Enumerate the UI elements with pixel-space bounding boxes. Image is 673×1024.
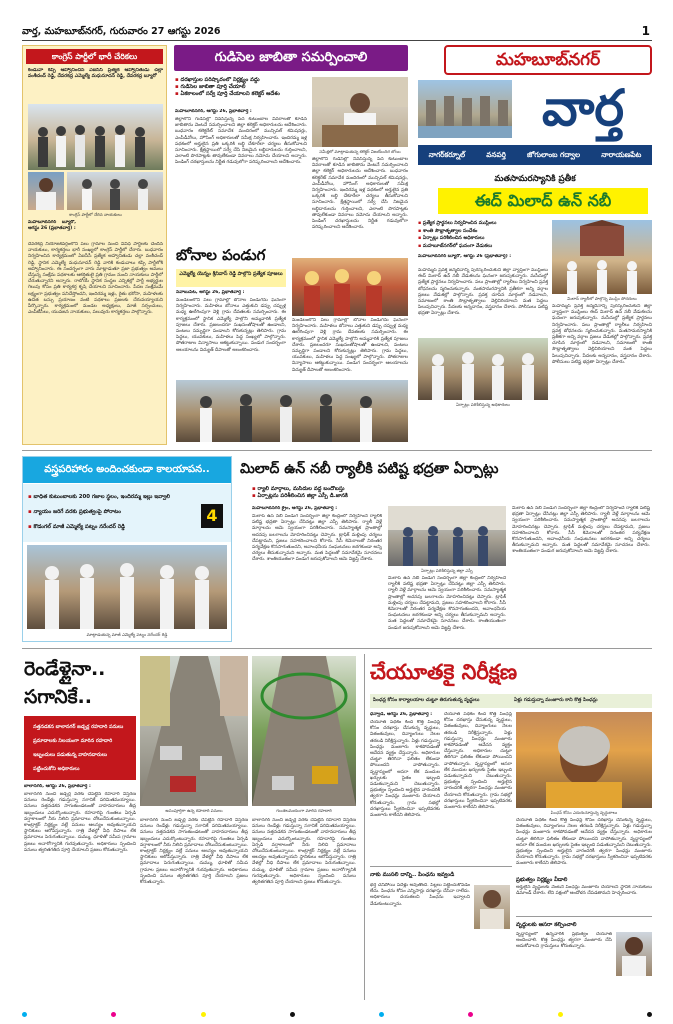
cheyutha-quote-box bbox=[370, 866, 512, 998]
gudisela-bullet: ▪ గుడిసెల జాబితా పూర్తి చేయాలి bbox=[175, 84, 307, 91]
rendellaina-article bbox=[22, 654, 358, 1000]
bonalu-photo-top bbox=[292, 258, 408, 316]
gudisela-bullet: ▪ ఏకకాలంలో సర్వే పూర్తి చేయాలని కలెక్టర్ ఆదేశం bbox=[175, 91, 307, 98]
color-registration-bar bbox=[22, 1012, 652, 1018]
gudisela-bullet: ▪ దరఖాస్తుల పరిష్కారంలో నిర్లక్ష్యం వద్దు bbox=[175, 77, 307, 84]
eid-bullets bbox=[418, 220, 548, 252]
registration-dot bbox=[22, 1012, 27, 1017]
district-label: వనపర్తి bbox=[486, 150, 506, 159]
registration-dot bbox=[290, 1012, 295, 1017]
eid-title: ఈద్ మిలాద్ ఉన్ నబీ bbox=[438, 188, 648, 214]
rendellaina-dateline: బాలానగర్, ఆగస్టు 26, ప్రభాతవార్త : bbox=[24, 784, 91, 789]
gudisela-article bbox=[172, 45, 412, 240]
milad-rally-body-col1: మిలాద్ ఉన్ నబీ పండుగ సందర్భంగా జిల్లా కేంద్రంలో నిర్వహించే ర్యాలీకి పటిష్ట భద్రతా ఏర్పాట్లు చేసినట్లు జిల్లా ఎస్పీ తెలిపారు. ర్యాలీ వెళ్లే మార్గాలను ఆమె స్వయంగా పరిశీలించారు. సమస్యాత్మక ప్రాంతాల్లో అదనపు బలగాలను మోహరించినట్లు చెప్పారు. ట్రాఫిక్ మళ్లింపు చర్యలు చేపట్టామని, ప్రజలు సహకరించాలని కోరారు. సీసీ కెమెరాలతో నిరంతర పర్యవేక్షణ కొనసాగుతుందని, అవాంఛనీయ సంఘటనలు జరగకుండా అన్ని చర్యలు తీసుకున్నామని అన్నారు. మత పెద్దలతో సమావేశమై సూచనలు చేశారు. శాంతియుతంగా పండుగ జరుపుకోవాలని ఆమె విజ్ఞప్తి చేశారు. bbox=[252, 514, 382, 563]
kalayapana-bullets bbox=[28, 490, 198, 540]
registration-dot bbox=[111, 1012, 116, 1017]
cheyutha-photo bbox=[516, 712, 652, 808]
road-caption-2: గుంతలమయంగా మారిన రహదారి bbox=[276, 808, 332, 813]
bonalu-dateline: నవాబుపేట, ఆగస్టు 26, ప్రభాతవార్త : bbox=[176, 290, 245, 295]
registration-dot bbox=[201, 1012, 206, 1017]
gudisela-bullets bbox=[175, 77, 307, 107]
eid-article bbox=[418, 172, 652, 444]
rendellaina-bullet: ▪ పట్టించుకోని అధికారులు bbox=[28, 762, 134, 776]
milad-rally-body-col2: మిలాద్ ఉన్ నబీ పండుగ సందర్భంగా జిల్లా కేంద్రంలో నిర్వహించే ర్యాలీకి పటిష్ట భద్రతా ఏర్పాట్లు చేసినట్లు జిల్లా ఎస్పీ తెలిపారు. ర్యాలీ వెళ్లే మార్గాలను ఆమె స్వయంగా పరిశీలించారు. సమస్యాత్మక ప్రాంతాల్లో అదనపు బలగాలను మోహరించినట్లు చెప్పారు. ట్రాఫిక్ మళ్లింపు చర్యలు చేపట్టామని, ప్రజలు సహకరించాలని కోరారు. సీసీ కెమెరాలతో నిరంతర పర్యవేక్షణ కొనసాగుతుందని, అవాంఛనీయ సంఘటనలు జరగకుండా అన్ని చర్యలు తీసుకున్నామని అన్నారు. మత పెద్దలతో సమావేశమై సూచనలు చేశారు. శాంతియుతంగా పండుగ జరుపుకోవాలని ఆమె విజ్ఞప్తి చేశారు. bbox=[388, 576, 506, 631]
kalayapana-caption: మాట్లాడుతున్న మాజీ ఎమ్మెల్యే పట్నం నరేందర్ రెడ్డి bbox=[86, 632, 168, 637]
cheyutha-body-col3: చేయూత పథకం కింద కొత్త పింఛన్ల కోసం దరఖాస్తు చేసుకున్న వృద్ధులు, వితంతువులు, దివ్యాంగులు నెలల తరబడి నిరీక్షిస్తున్నారు. ఏళ్లు గడుస్తున్నా పింఛన్లు మంజూరు కాకపోవడంతో ఆవేదన వ్యక్తం చేస్తున్నారు. అధికారుల చుట్టూ తిరిగినా ఫలితం లేకుండా పోయిందని వాపోతున్నారు. వృద్ధాప్యంలో ఆసరా లేక మందుల ఖర్చులకు సైతం ఇబ్బంది పడుతున్నామని చెబుతున్నారు. ప్రభుత్వం స్పందించి అర్హులైన వారందరికీ త్వరగా పింఛన్లు మంజూరు చేయాలని కోరుతున్నారు. గ్రామ సభల్లో దరఖాస్తులు స్వీకరించినా ఇప్పటివరకు మంజూరు కాలేదని తెలిపారు. bbox=[516, 818, 652, 867]
road-caption-1: అసంపూర్తిగా ఉన్న రహదారి పనులు bbox=[165, 808, 223, 813]
cheyutha-box2 bbox=[516, 916, 652, 998]
cheyutha-box2-photo bbox=[616, 932, 652, 976]
eid-caption-1: మిలాద్ ర్యాలీలో పాల్గొన్న ముస్లిం సోదరులు bbox=[567, 296, 637, 301]
cheyutha-box-photo bbox=[474, 885, 510, 929]
district-label: నాగర్‌కర్నూల్ bbox=[428, 150, 466, 159]
rendellaina-title-2: సగానికే.. bbox=[24, 686, 92, 708]
cheyutha-box-body: భర్త చనిపోయి పదేళ్లు అవుతోంది. పిల్లలు పట్టించుకోవడం లేదు. పింఛను కోసం ఎన్నిసార్లు దరఖాస్తు చేసినా రాలేదు. అధికారులు దయతలచి పింఛను ఇవ్వాలని వేడుకుంటున్నాను. bbox=[370, 883, 470, 907]
milad-rally-article bbox=[240, 456, 652, 642]
eid-bullet: ▪ ఏర్పాట్లు పరిశీలించిన అధికారులు bbox=[418, 235, 548, 243]
gudisela-dateline: మహబూబ్‌నగర్, ఆగస్టు 26, ప్రభాతవార్త : bbox=[175, 109, 252, 114]
kalayapana-page-number: 4 bbox=[201, 504, 223, 528]
cheyutha-subheading: ప్రభుత్వం నిర్లక్ష్యం వీడాలి bbox=[516, 877, 568, 883]
milad-rally-photo bbox=[388, 506, 506, 566]
masthead-city: మహబూబ్‌నగర్ bbox=[444, 45, 652, 75]
cheyutha-box2-body: వృద్ధాప్యంలో ఉన్నవారికి ప్రభుత్వం చేయూత అందించాలి. కొత్త పింఛన్లు త్వరగా మంజూరు చేసి ఆదుకోవాలని గ్రామస్తులు కోరుతున్నారు. bbox=[516, 932, 612, 950]
kalayapana-photo bbox=[27, 545, 227, 629]
cheyutha-box-title: నాకు ముసలి దాన్ని.. పింఛను ఇవ్వండి bbox=[370, 872, 455, 878]
eid-body-col2: మహమ్మద్ ప్రవక్త జన్మదినాన్ని పురస్కరించుకుని జిల్లా వ్యాప్తంగా ముస్లింలు ఈద్ మిలాద్ ఉన్ నబీ వేడుకలను ఘనంగా జరుపుకున్నారు. మసీదుల్లో ప్రత్యేక ప్రార్థనలు నిర్వహించారు. పలు ప్రాంతాల్లో ర్యాలీలు నిర్వహించి ప్రవక్త బోధనలను స్మరించుకున్నారు. మతసామరస్యానికి ప్రతీకగా అన్ని వర్గాల ప్రజలు వేడుకల్లో పాల్గొన్నారు. ప్రవక్త చూపిన మార్గంలో నడవాలని, సమాజంలో శాంతి సౌభ్రాతృత్వాలు వెల్లివిరియాలని మత పెద్దలు పిలుపునిచ్చారు. పేదలకు అన్నదానం, వస్త్రదానం చేశారు. పోలీసులు పటిష్ట భద్రతా ఏర్పాట్లు చేశారు. bbox=[552, 304, 652, 365]
rendellaina-body-col3: బాలానగర్ నుంచి జడ్చర్ల వరకు చేపట్టిన రహదారి విస్తరణ పనులు రెండేళ్లు గడుస్తున్నా సగానికే పరిమితమయ్యాయి. పనులు నత్తనడకన సాగుతుండటంతో వాహనదారులు తీవ్ర ఇబ్బందులు ఎదుర్కొంటున్నారు. రహదారిపై గుంతలు ఏర్పడి వర్షాకాలంలో నీరు నిలిచి ప్రమాదాలు చోటుచేసుకుంటున్నాయి. కాంట్రాక్టర్ నిర్లక్ష్యం వల్లే పనులు ఆలస్యం అవుతున్నాయని స్థానికులు ఆరోపిస్తున్నారు. రాత్రి వేళల్లో వీధి దీపాలు లేక ప్రమాదాలు పెరుగుతున్నాయి. దుమ్ము, ధూళితో సమీప గ్రామాల ప్రజలు అనారోగ్యానికి గురవుతున్నారు. అధికారులు స్పందించి పనులు త్వరితగతిన పూర్తి చేయాలని ప్రజలు కోరుతున్నారు. bbox=[252, 818, 356, 886]
eid-photo-main bbox=[552, 220, 652, 294]
cheyutha-bullet-bar bbox=[370, 694, 652, 708]
left-article bbox=[22, 45, 167, 445]
cheyutha-box2-title: వృద్ధులకు ఆసరా కల్పించాలి bbox=[516, 922, 577, 928]
left-article-inset-photo bbox=[28, 172, 64, 210]
milad-rally-bullets bbox=[252, 486, 652, 502]
collector-photo-caption: సమీక్షలో మాట్లాడుతున్న కలెక్టర్ విజయేందిర బోయి bbox=[319, 149, 401, 154]
registration-dot bbox=[379, 1012, 384, 1017]
registration-dot bbox=[558, 1012, 563, 1017]
milad-rally-dateline: మహబూబ్‌నగర్ క్రైం, ఆగస్టు 26, ప్రభాతవార్త : bbox=[252, 506, 338, 511]
cheyutha-title: చేయూతకై నిరీక్షణ bbox=[370, 660, 518, 684]
cheyutha-body-col1: చేయూత పథకం కింద కొత్త పింఛన్ల కోసం దరఖాస్తు చేసుకున్న వృద్ధులు, వితంతువులు, దివ్యాంగులు నెలల తరబడి నిరీక్షిస్తున్నారు. ఏళ్లు గడుస్తున్నా పింఛన్లు మంజూరు కాకపోవడంతో ఆవేదన వ్యక్తం చేస్తున్నారు. అధికారుల చుట్టూ తిరిగినా ఫలితం లేకుండా పోయిందని వాపోతున్నారు. వృద్ధాప్యంలో ఆసరా లేక మందుల ఖర్చులకు సైతం ఇబ్బంది పడుతున్నామని చెబుతున్నారు. ప్రభుత్వం స్పందించి అర్హులైన వారందరికీ త్వరగా పింఛన్లు మంజూరు చేయాలని కోరుతున్నారు. గ్రామ సభల్లో దరఖాస్తులు స్వీకరించినా ఇప్పటివరకు మంజూరు కాలేదని తెలిపారు. bbox=[370, 720, 440, 819]
cheyutha-caption: పింఛన్ కోసం ఎదురుచూస్తున్న వృద్ధురాలు bbox=[550, 810, 618, 815]
district-label: నారాయణపేట bbox=[601, 150, 642, 159]
bonalu-article bbox=[172, 244, 412, 444]
rendellaina-bullet: ▪ ప్రమాదాలకు నిలయంగా మారిన రహదారి bbox=[28, 734, 134, 748]
cheyutha-bullet: పింఛన్ల కోసం కార్యాలయాల చుట్టూ తిరుగుతున్న వృద్ధులు bbox=[373, 698, 480, 703]
eid-bullet: ▪ మహబూబ్‌నగర్‌లో ఘనంగా వేడుకలు bbox=[418, 243, 548, 251]
left-article-photo bbox=[28, 104, 163, 170]
rendellaina-body-col2: బాలానగర్ నుంచి జడ్చర్ల వరకు చేపట్టిన రహదారి విస్తరణ పనులు రెండేళ్లు గడుస్తున్నా సగానికే పరిమితమయ్యాయి. పనులు నత్తనడకన సాగుతుండటంతో వాహనదారులు తీవ్ర ఇబ్బందులు ఎదుర్కొంటున్నారు. రహదారిపై గుంతలు ఏర్పడి వర్షాకాలంలో నీరు నిలిచి ప్రమాదాలు చోటుచేసుకుంటున్నాయి. కాంట్రాక్టర్ నిర్లక్ష్యం వల్లే పనులు ఆలస్యం అవుతున్నాయని స్థానికులు ఆరోపిస్తున్నారు. రాత్రి వేళల్లో వీధి దీపాలు లేక ప్రమాదాలు పెరుగుతున్నాయి. దుమ్ము, ధూళితో సమీప గ్రామాల ప్రజలు అనారోగ్యానికి గురవుతున్నారు. అధికారులు స్పందించి పనులు త్వరితగతిన పూర్తి చేయాలని ప్రజలు కోరుతున్నారు. bbox=[140, 818, 248, 886]
divider bbox=[22, 450, 652, 451]
gudisela-body-col1: జిల్లాలోని గుడిసెల్లో నివసిస్తున్న పేద కుటుంబాల వివరాలతో కూడిన జాబితాను వెంటనే సమర్పించాలని జిల్లా కలెక్టర్ అధికారులను ఆదేశించారు. బుధవారం కలెక్టరేట్ సమావేశ మందిరంలో మున్సిపల్ కమిషనర్లు, ఎంపీడీవోలు, హౌసింగ్ అధికారులతో సమీక్ష నిర్వహించారు. ఇందిరమ్మ ఇళ్ల పథకంలో అర్హులైన ప్రతి ఒక్కరికి లబ్ధి చేకూరేలా చర్యలు తీసుకోవాలని సూచించారు. క్షేత్రస్థాయిలో సర్వే చేసి నిజమైన లబ్ధిదారులను గుర్తించాలని, ఎలాంటి పొరపాట్లకు తావులేకుండా వివరాలు నమోదు చేయాలని అన్నారు. పెండింగ్ దరఖాస్తులను నిర్ణీత గడువులోగా పరిష్కరించాలని ఆదేశించారు. bbox=[175, 117, 307, 166]
rendellaina-body-col1: బాలానగర్ నుంచి జడ్చర్ల వరకు చేపట్టిన రహదారి విస్తరణ పనులు రెండేళ్లు గడుస్తున్నా సగానికే పరిమితమయ్యాయి. పనులు నత్తనడకన సాగుతుండటంతో వాహనదారులు తీవ్ర ఇబ్బందులు ఎదుర్కొంటున్నారు. రహదారిపై గుంతలు ఏర్పడి వర్షాకాలంలో నీరు నిలిచి ప్రమాదాలు చోటుచేసుకుంటున్నాయి. కాంట్రాక్టర్ నిర్లక్ష్యం వల్లే పనులు ఆలస్యం అవుతున్నాయని స్థానికులు ఆరోపిస్తున్నారు. రాత్రి వేళల్లో వీధి దీపాలు లేక ప్రమాదాలు పెరుగుతున్నాయి. దుమ్ము, ధూళితో సమీప గ్రామాల ప్రజలు అనారోగ్యానికి గురవుతున్నారు. అధికారులు స్పందించి పనులు త్వరితగతిన పూర్తి చేయాలని ప్రజలు కోరుతున్నారు. bbox=[24, 792, 136, 853]
registration-dot bbox=[468, 1012, 473, 1017]
road-photo-2 bbox=[252, 656, 356, 806]
rendellaina-bullet: ▪ ఇబ్బందులు పడుతున్న వాహనదారులు bbox=[28, 748, 134, 762]
milad-rally-title: మిలాద్ ఉన్ నబీ ర్యాలీకి పటిష్ట భద్రతా ఏర్పాట్లు bbox=[240, 461, 499, 477]
eid-bullet: ▪ శాంతి సౌభ్రాతృత్వాల సందేశం bbox=[418, 228, 548, 236]
milad-rally-bullet: ▪ ఏర్పాట్లను పరిశీలించిన జిల్లా ఎస్పీ డి.జానకి bbox=[252, 493, 652, 500]
left-article-banner: కాంగ్రెస్ పార్టీలో భారీ చేరికలు bbox=[26, 49, 163, 64]
gudisela-title: గుడిసెల జాబితా సమర్పించాలి bbox=[174, 45, 408, 71]
eid-caption-2: ఏర్పాట్లు పరిశీలిస్తున్న అధికారులు bbox=[456, 402, 510, 407]
group-photo-icon bbox=[28, 104, 163, 170]
district-label: జోగులాంబ గద్వాల bbox=[527, 150, 581, 159]
gudisela-body-col2: జిల్లాలోని గుడిసెల్లో నివసిస్తున్న పేద కుటుంబాల వివరాలతో కూడిన జాబితాను వెంటనే సమర్పించాలని జిల్లా కలెక్టర్ అధికారులను ఆదేశించారు. బుధవారం కలెక్టరేట్ సమావేశ మందిరంలో మున్సిపల్ కమిషనర్లు, ఎంపీడీవోలు, హౌసింగ్ అధికారులతో సమీక్ష నిర్వహించారు. ఇందిరమ్మ ఇళ్ల పథకంలో అర్హులైన ప్రతి ఒక్కరికి లబ్ధి చేకూరేలా చర్యలు తీసుకోవాలని సూచించారు. క్షేత్రస్థాయిలో సర్వే చేసి నిజమైన లబ్ధిదారులను గుర్తించాలని, ఎలాంటి పొరపాట్లకు తావులేకుండా వివరాలు నమోదు చేయాలని అన్నారు. పెండింగ్ దరఖాస్తులను నిర్ణీత గడువులోగా పరిష్కరించాలని ఆదేశించారు. bbox=[312, 157, 408, 231]
rendellaina-bullet-box bbox=[24, 716, 136, 780]
cheyutha-bullet: ఏళ్లు గడుస్తున్నా మంజూరు కాని కొత్త పింఛన్లు bbox=[514, 698, 598, 703]
eid-kicker: మతసామరస్యానికి ప్రతీక bbox=[494, 174, 576, 184]
road-photo-1 bbox=[140, 656, 248, 806]
kalayapana-bullet-box bbox=[23, 484, 231, 542]
masthead-districts bbox=[418, 145, 652, 165]
left-article-body: దేవరకద్ర నియోజకవర్గంలోని పలు గ్రామాల నుంచి వివిధ పార్టీలకు చెందిన నాయకులు, కార్యకర్తలు భారీ సంఖ్యలో కాంగ్రెస్ పార్టీలో చేరారు. బుధవారం నిర్వహించిన కార్యక్రమంలో ఏఐసీసీ ప్రత్యేక ఆహ్వానితుడు చల్లా వంశీచంద్ రెడ్డి, స్థానిక ఎమ్మెల్యే మధుసూదన్ రెడ్డి వారికి కండువాలు కప్పి పార్టీలోకి ఆహ్వానించారు. ఈ సందర్భంగా వారు మాట్లాడుతూ ప్రజా ప్రభుత్వం అమలు చేస్తున్న సంక్షేమ పథకాలకు ఆకర్షితులై ప్రతి గ్రామం నుంచి నాయకులు పార్టీలో చేరుతున్నారని అన్నారు. రాబోయే స్థానిక సంస్థల ఎన్నికల్లో పార్టీ అభ్యర్థుల గెలుపు కోసం ప్రతి కార్యకర్త కృషి చేయాలని సూచించారు. పేదల సంక్షేమమే లక్ష్యంగా ప్రభుత్వం పనిచేస్తోందని, ఇందిరమ్మ ఇళ్లు, రైతు భరోసా, మహిళలకు ఉచిత బస్సు ప్రయాణం వంటి పథకాలు ప్రజలకు చేరువయ్యాయని పేర్కొన్నారు. కార్యక్రమంలో మండల అధ్యక్షులు, మాజీ సర్పంచులు, ఎంపీటీసీలు, యువజన నాయకులు, పలువురు కార్యకర్తలు పాల్గొన్నారు. bbox=[28, 242, 163, 316]
bonalu-photo-bottom bbox=[176, 380, 408, 442]
milad-rally-body-col3: మిలాద్ ఉన్ నబీ పండుగ సందర్భంగా జిల్లా కేంద్రంలో నిర్వహించే ర్యాలీకి పటిష్ట భద్రతా ఏర్పాట్లు చేసినట్లు జిల్లా ఎస్పీ తెలిపారు. ర్యాలీ వెళ్లే మార్గాలను ఆమె స్వయంగా పరిశీలించారు. సమస్యాత్మక ప్రాంతాల్లో అదనపు బలగాలను మోహరించినట్లు చెప్పారు. ట్రాఫిక్ మళ్లింపు చర్యలు చేపట్టామని, ప్రజలు సహకరించాలని కోరారు. సీసీ కెమెరాలతో నిరంతర పర్యవేక్షణ కొనసాగుతుందని, అవాంఛనీయ సంఘటనలు జరగకుండా అన్ని చర్యలు తీసుకున్నామని అన్నారు. మత పెద్దలతో సమావేశమై సూచనలు చేశారు. శాంతియుతంగా పండుగ జరుపుకోవాలని ఆమె విజ్ఞప్తి చేశారు. bbox=[512, 506, 650, 555]
page-number: 1 bbox=[641, 24, 650, 38]
eid-photo-bottom bbox=[418, 338, 548, 400]
bonalu-deck: ఎమ్మెల్యే యెన్నం శ్రీనివాస్ రెడ్డి పాల్గొని ప్రత్యేక పూజలు bbox=[176, 269, 286, 287]
kalayapana-bullet: ▪ బాధిత కుటుంబాలకు 200 గజాల స్థలం, ఇందిరమ్మ ఇల్లు ఇవ్వాలి bbox=[28, 490, 198, 505]
bonalu-body-col2: మండలంలోని పలు గ్రామాల్లో బోనాల పండుగను ఘనంగా నిర్వహించారు. మహిళలు బోనాలు ఎత్తుకుని డప్పు చప్పుళ్ల మధ్య ఊరేగింపుగా వెళ్లి గ్రామ దేవతలకు సమర్పించారు. ఈ కార్యక్రమంలో స్థానిక ఎమ్మెల్యే పాల్గొని అమ్మవారికి ప్రత్యేక పూజలు చేశారు. ప్రజలందరూ సుఖసంతోషాలతో ఉండాలని, పంటలు సమృద్ధిగా పండాలని కోరుకున్నట్లు తెలిపారు. గ్రామ పెద్దలు, యువకులు, మహిళలు పెద్ద సంఖ్యలో పాల్గొన్నారు. పోతరాజుల విన్యాసాలు ఆకట్టుకున్నాయి. పండుగ సందర్భంగా ఆలయాలను విద్యుత్ దీపాలతో అలంకరించారు. bbox=[292, 318, 408, 373]
masthead bbox=[418, 45, 652, 170]
divider bbox=[22, 648, 652, 649]
rendellaina-bullet: ▪ నత్తనడకన బాలానగర్ జడ్చర్ల రహదారి పనులు bbox=[28, 720, 134, 734]
top-strip bbox=[22, 24, 652, 41]
cheyutha-article bbox=[370, 654, 652, 1000]
masthead-line: వార్త, మహబూబ్‌నగర్, గురువారం 27 ఆగస్టు 2026 bbox=[22, 26, 221, 37]
cheyutha-sub-body: అర్హులైన వృద్ధులకు వెంటనే పింఛన్లు మంజూరు చేయాలని స్థానిక నాయకులు డిమాండ్ చేశారు. లేని పక్షంలో ఆందోళన చేపడతామని హెచ్చరించారు. bbox=[516, 885, 652, 897]
rendellaina-title-1: రెండేళ్లైనా.. bbox=[24, 658, 106, 680]
milad-rally-bullet: ▪ ర్యాలీ మార్గాలు, మసీదుల వద్ద బందోబస్తు bbox=[252, 486, 652, 493]
collector-photo bbox=[312, 77, 408, 147]
kalayapana-title: వస్త్రపరిహారం అందించకుండా కాలయాపన.. bbox=[23, 457, 231, 483]
rendellaina-bullets bbox=[28, 720, 134, 778]
kalayapana-article bbox=[22, 456, 232, 642]
bonalu-title: బోనాల పండుగ bbox=[176, 246, 266, 264]
bonalu-body: మండలంలోని పలు గ్రామాల్లో బోనాల పండుగను ఘనంగా నిర్వహించారు. మహిళలు బోనాలు ఎత్తుకుని డప్పు చప్పుళ్ల మధ్య ఊరేగింపుగా వెళ్లి గ్రామ దేవతలకు సమర్పించారు. ఈ కార్యక్రమంలో స్థానిక ఎమ్మెల్యే పాల్గొని అమ్మవారికి ప్రత్యేక పూజలు చేశారు. ప్రజలందరూ సుఖసంతోషాలతో ఉండాలని, పంటలు సమృద్ధిగా పండాలని కోరుకున్నట్లు తెలిపారు. గ్రామ పెద్దలు, యువకులు, మహిళలు పెద్ద సంఖ్యలో పాల్గొన్నారు. పోతరాజుల విన్యాసాలు ఆకట్టుకున్నాయి. పండుగ సందర్భంగా ఆలయాలను విద్యుత్ దీపాలతో అలంకరించారు. bbox=[176, 298, 286, 353]
registration-dot bbox=[647, 1012, 652, 1017]
left-article-photo-2 bbox=[67, 172, 163, 210]
masthead-photo bbox=[418, 80, 512, 138]
left-article-dateline: మహబూబ్‌నగర్ బ్యూరో, ఆగస్టు 26 (ప్రభాతవార్త) : bbox=[28, 220, 76, 232]
divider bbox=[364, 654, 365, 1000]
masthead-logo: వార్త bbox=[541, 78, 625, 137]
milad-rally-caption: ఏర్పాట్లు పరిశీలిస్తున్న జిల్లా ఎస్పీ bbox=[421, 568, 473, 573]
eid-bullet: ▪ ప్రత్యేక ప్రార్థనలు నిర్వహించిన ముస్లింలు bbox=[418, 220, 548, 228]
left-article-caption: కాంగ్రెస్ పార్టీలో చేరిన నాయకులు bbox=[69, 212, 122, 217]
cheyutha-dateline: ధన్వాడ, ఆగస్టు 26, ప్రభాతవార్త : bbox=[370, 712, 433, 717]
kalayapana-bullet: ▪ కొడంగల్ మాజీ ఎమ్మెల్యే పట్నం నరేందర్ రెడ్డి bbox=[28, 520, 198, 535]
kalayapana-bullet: ▪ న్యాయం జరిగే వరకు ప్రభుత్వంపై పోరాటం bbox=[28, 505, 198, 520]
eid-body-col1: మహమ్మద్ ప్రవక్త జన్మదినాన్ని పురస్కరించుకుని జిల్లా వ్యాప్తంగా ముస్లింలు ఈద్ మిలాద్ ఉన్ నబీ వేడుకలను ఘనంగా జరుపుకున్నారు. మసీదుల్లో ప్రత్యేక ప్రార్థనలు నిర్వహించారు. పలు ప్రాంతాల్లో ర్యాలీలు నిర్వహించి ప్రవక్త బోధనలను స్మరించుకున్నారు. మతసామరస్యానికి ప్రతీకగా అన్ని వర్గాల ప్రజలు వేడుకల్లో పాల్గొన్నారు. ప్రవక్త చూపిన మార్గంలో నడవాలని, సమాజంలో శాంతి సౌభ్రాతృత్వాలు వెల్లివిరియాలని మత పెద్దలు పిలుపునిచ్చారు. పేదలకు అన్నదానం, వస్త్రదానం చేశారు. పోలీసులు పటిష్ట భద్రతా ఏర్పాట్లు చేశారు. bbox=[418, 268, 548, 317]
left-article-deck: కండువా కప్పి ఆహ్వానించిన ఏఐసీసీ ప్రత్యేక ఆహ్వానితుడు చల్లా వంశీచంద్ రెడ్డి, దేవరకద్ర ఎమ్మెల్యే మధుసూదన్ రెడ్డి, దేవరకద్ర బ్యూరో bbox=[28, 68, 163, 80]
cheyutha-body-col2: చేయూత పథకం కింద కొత్త పింఛన్ల కోసం దరఖాస్తు చేసుకున్న వృద్ధులు, వితంతువులు, దివ్యాంగులు నెలల తరబడి నిరీక్షిస్తున్నారు. ఏళ్లు గడుస్తున్నా పింఛన్లు మంజూరు కాకపోవడంతో ఆవేదన వ్యక్తం చేస్తున్నారు. అధికారుల చుట్టూ తిరిగినా ఫలితం లేకుండా పోయిందని వాపోతున్నారు. వృద్ధాప్యంలో ఆసరా లేక మందుల ఖర్చులకు సైతం ఇబ్బంది పడుతున్నామని చెబుతున్నారు. ప్రభుత్వం స్పందించి అర్హులైన వారందరికీ త్వరగా పింఛన్లు మంజూరు చేయాలని కోరుతున్నారు. గ్రామ సభల్లో దరఖాస్తులు స్వీకరించినా ఇప్పటివరకు మంజూరు కాలేదని తెలిపారు. bbox=[444, 712, 512, 811]
eid-dateline: మహబూబ్‌నగర్ బ్యూరో, ఆగస్టు 26 (ప్రభాతవార్త) : bbox=[418, 254, 512, 259]
